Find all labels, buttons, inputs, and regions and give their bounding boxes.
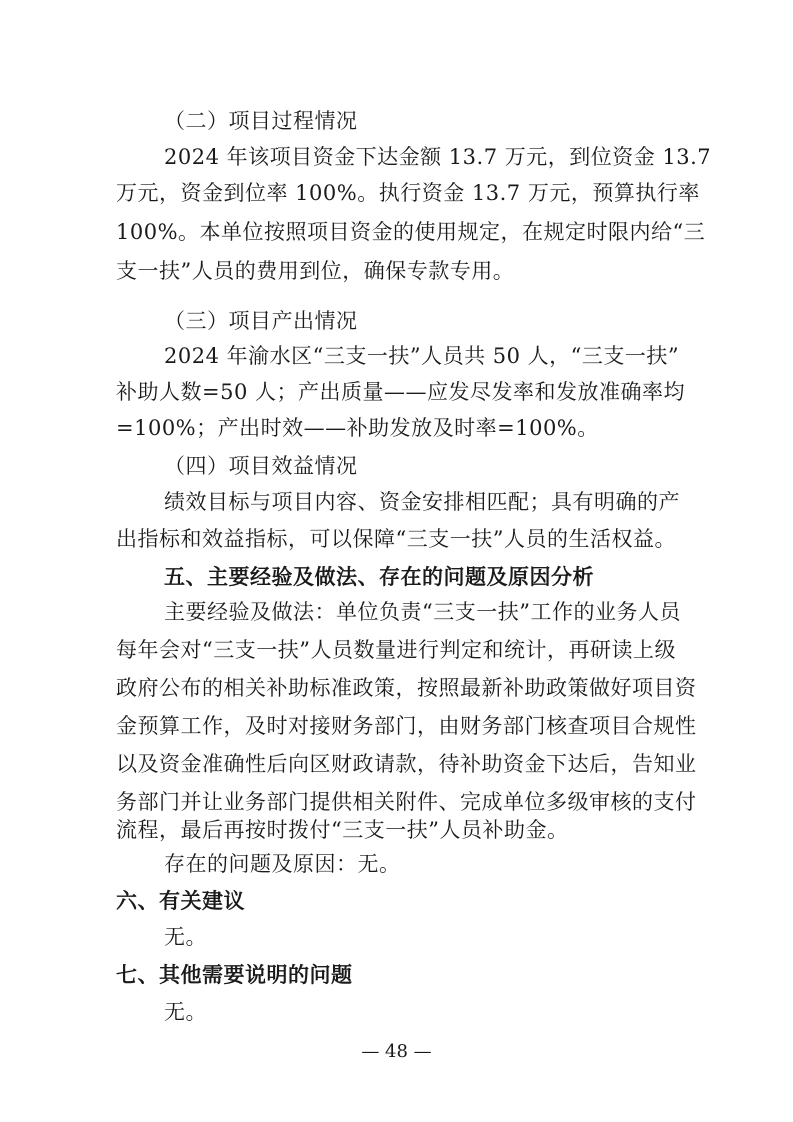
paragraph-line: 每年会对“三支一扶”人员数量进行判定和统计，再研读上级 [116, 638, 676, 662]
paragraph-line: 绩效目标与项目内容、资金安排相匹配；具有明确的产 [164, 490, 680, 514]
paragraph-line: 2024 年渝水区“三支一扶”人员共 50 人，“三支一扶” [164, 344, 680, 368]
heading-project-output: （三）项目产出情况 [164, 309, 358, 333]
page-number: — 48 — [361, 1041, 432, 1062]
paragraph-line: 主要经验及做法：单位负责“三支一扶”工作的业务人员 [164, 600, 681, 624]
paragraph-line: 万元，资金到位率 100%。执行资金 13.7 万元，预算执行率 [116, 181, 700, 205]
paragraph-line: 2024 年该项目资金下达金额 13.7 万元，到位资金 13.7 [164, 145, 712, 169]
paragraph-line: 以及资金准确性后向区财政请款，待补助资金下达后，告知业 [116, 752, 697, 776]
heading-other-matters: 七、其他需要说明的问题 [116, 963, 353, 987]
heading-experience-and-problems: 五、主要经验及做法、存在的问题及原因分析 [164, 565, 594, 589]
heading-project-benefit: （四）项目效益情况 [164, 454, 358, 478]
other-matters-text: 无。 [164, 1000, 207, 1024]
heading-suggestions: 六、有关建议 [116, 889, 245, 913]
paragraph-line: 政府公布的相关补助标准政策，按照最新补助政策做好项目资 [116, 676, 697, 700]
paragraph-line: =100%；产出时效——补助发放及时率=100%。 [116, 416, 599, 440]
paragraph-line: 100%。本单位按照项目资金的使用规定，在规定时限内给“三 [116, 220, 706, 244]
paragraph-line: 出指标和效益指标，可以保障“三支一扶”人员的生活权益。 [116, 527, 676, 551]
problems-text: 存在的问题及原因：无。 [164, 852, 401, 876]
paragraph-line: 支一扶”人员的费用到位，确保专款专用。 [116, 259, 515, 283]
paragraph-line: 补助人数=50 人；产出质量——应发尽发率和发放准确率均 [116, 380, 685, 404]
suggestions-text: 无。 [164, 925, 207, 949]
heading-project-process: （二）项目过程情况 [164, 109, 358, 133]
paragraph-line: 务部门并让业务部门提供相关附件、完成单位多级审核的支付 [116, 790, 697, 814]
paragraph-line: 流程，最后再按时拨付“三支一扶”人员补助金。 [116, 818, 569, 842]
paragraph-line: 金预算工作，及时对接财务部门，由财务部门核查项目合规性 [116, 714, 697, 738]
